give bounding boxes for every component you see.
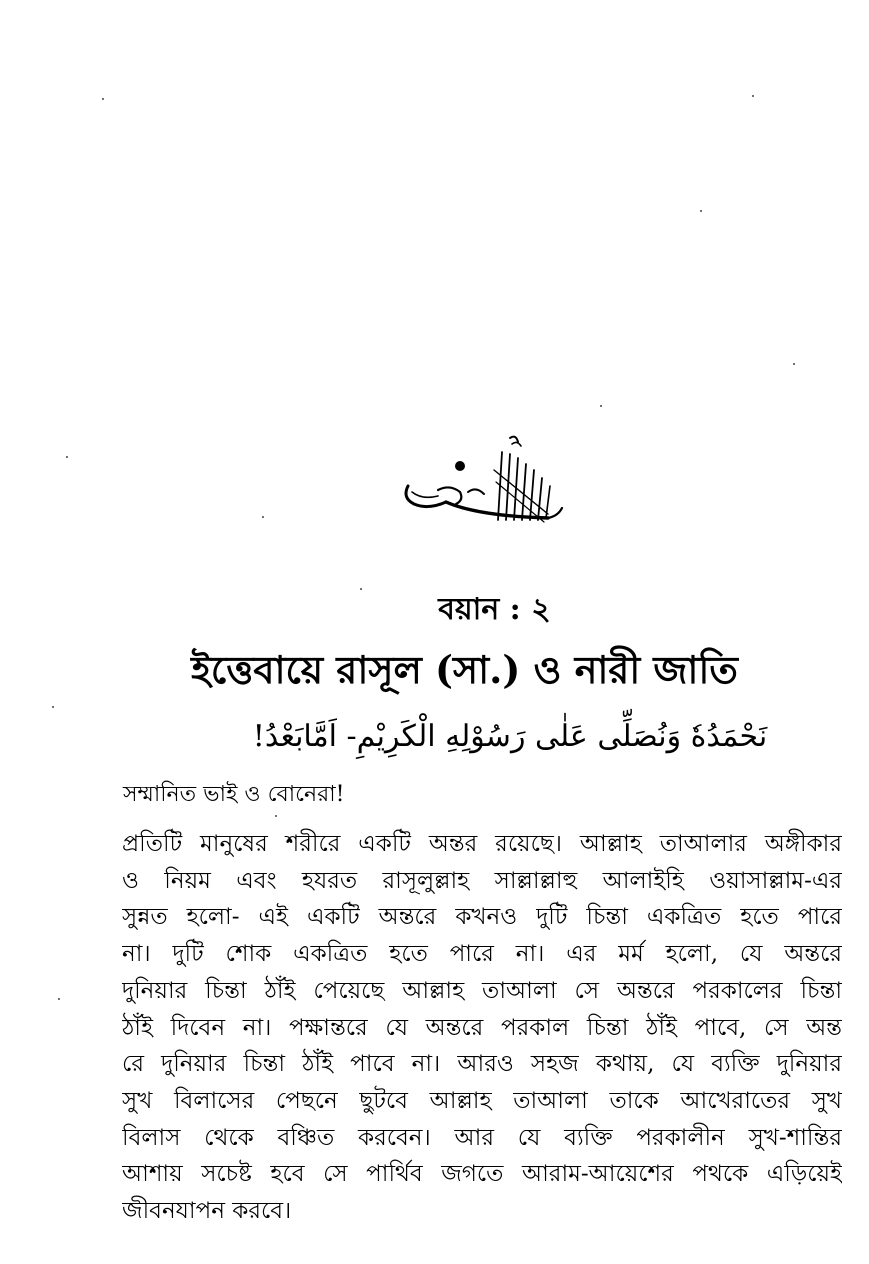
paragraph-line: না। দুটি শোক একত্রিত হতে পারে না। এর মর্ম হলো, যে অন্তরে (122, 941, 842, 968)
paragraph-line: ঠাঁই দিবেন না। পক্ষান্তরে যে অন্তরে পরকাল চিন্তা ঠাঁই পাবে, সে অন্ত (122, 1014, 842, 1041)
paragraph-line: রে দুনিয়ার চিন্তা ঠাঁই পাবে না। আরও সহজ কথায়, যে ব্যক্তি দুনিয়ার (122, 1051, 842, 1078)
salutation: সম্মানিত ভাই ও বোনেরা! (123, 782, 345, 807)
paragraph-line: প্রতিটি মানুষের শরীরে একটি অন্তর রয়েছে। আল্লাহ তাআলার অঙ্গীকার (122, 831, 842, 857)
scan-speck (275, 815, 277, 817)
paragraph-line: জীবনযাপন করবে। (122, 1198, 292, 1225)
chapter-title: ইত্তেবায়ে রাসূল (সা.) ও নারী জাতি (191, 647, 738, 692)
scan-speck (700, 210, 702, 212)
scan-speck (752, 95, 754, 97)
calligraphy-ornament (398, 430, 568, 530)
scan-speck (52, 706, 54, 708)
scan-speck (793, 363, 795, 365)
paragraph-line: দুনিয়ার চিন্তা ঠাঁই পেয়েছে আল্লাহ তাআলা সে অন্তরে পরকালের চিন্তা (122, 977, 842, 1004)
scan-speck (58, 998, 60, 1000)
paragraph-line: ও নিয়ম এবং হযরত রাসূলুল্লাহ সাল্লাল্লাহু আলাইহি ওয়াসাল্লাম-এর (122, 867, 842, 894)
paragraph-line: আশায় সচেষ্ট হবে সে পার্থিব জগতে আরাম-আয়েশের পথকে এড়িয়েই (122, 1161, 842, 1188)
scan-speck (102, 98, 104, 100)
scan-speck (600, 405, 602, 407)
arabic-invocation: نَحْمَدُهٗ وَنُصَلِّى عَلٰى رَسُوْلِهِ الْكَرِيْمِ- اَمَّابَعْدُ! (252, 719, 768, 754)
chapter-label: বয়ান : ২ (438, 592, 551, 627)
paragraph-line: সুন্নত হলো- এই একটি অন্তরে কখনও দুটি চিন্তা একত্রিত হতে পারে (122, 904, 842, 931)
paragraph-line: বিলাস থেকে বঞ্চিত করবেন। আর যে ব্যক্তি পরকালীন সুখ-শান্তির (122, 1124, 842, 1151)
scan-speck (66, 456, 68, 458)
paragraph-line: সুখ বিলাসের পেছনে ছুটবে আল্লাহ তাআলা তাকে আখেরাতের সুখ (122, 1087, 842, 1114)
scan-speck (262, 516, 264, 518)
body-paragraph (122, 826, 842, 1230)
